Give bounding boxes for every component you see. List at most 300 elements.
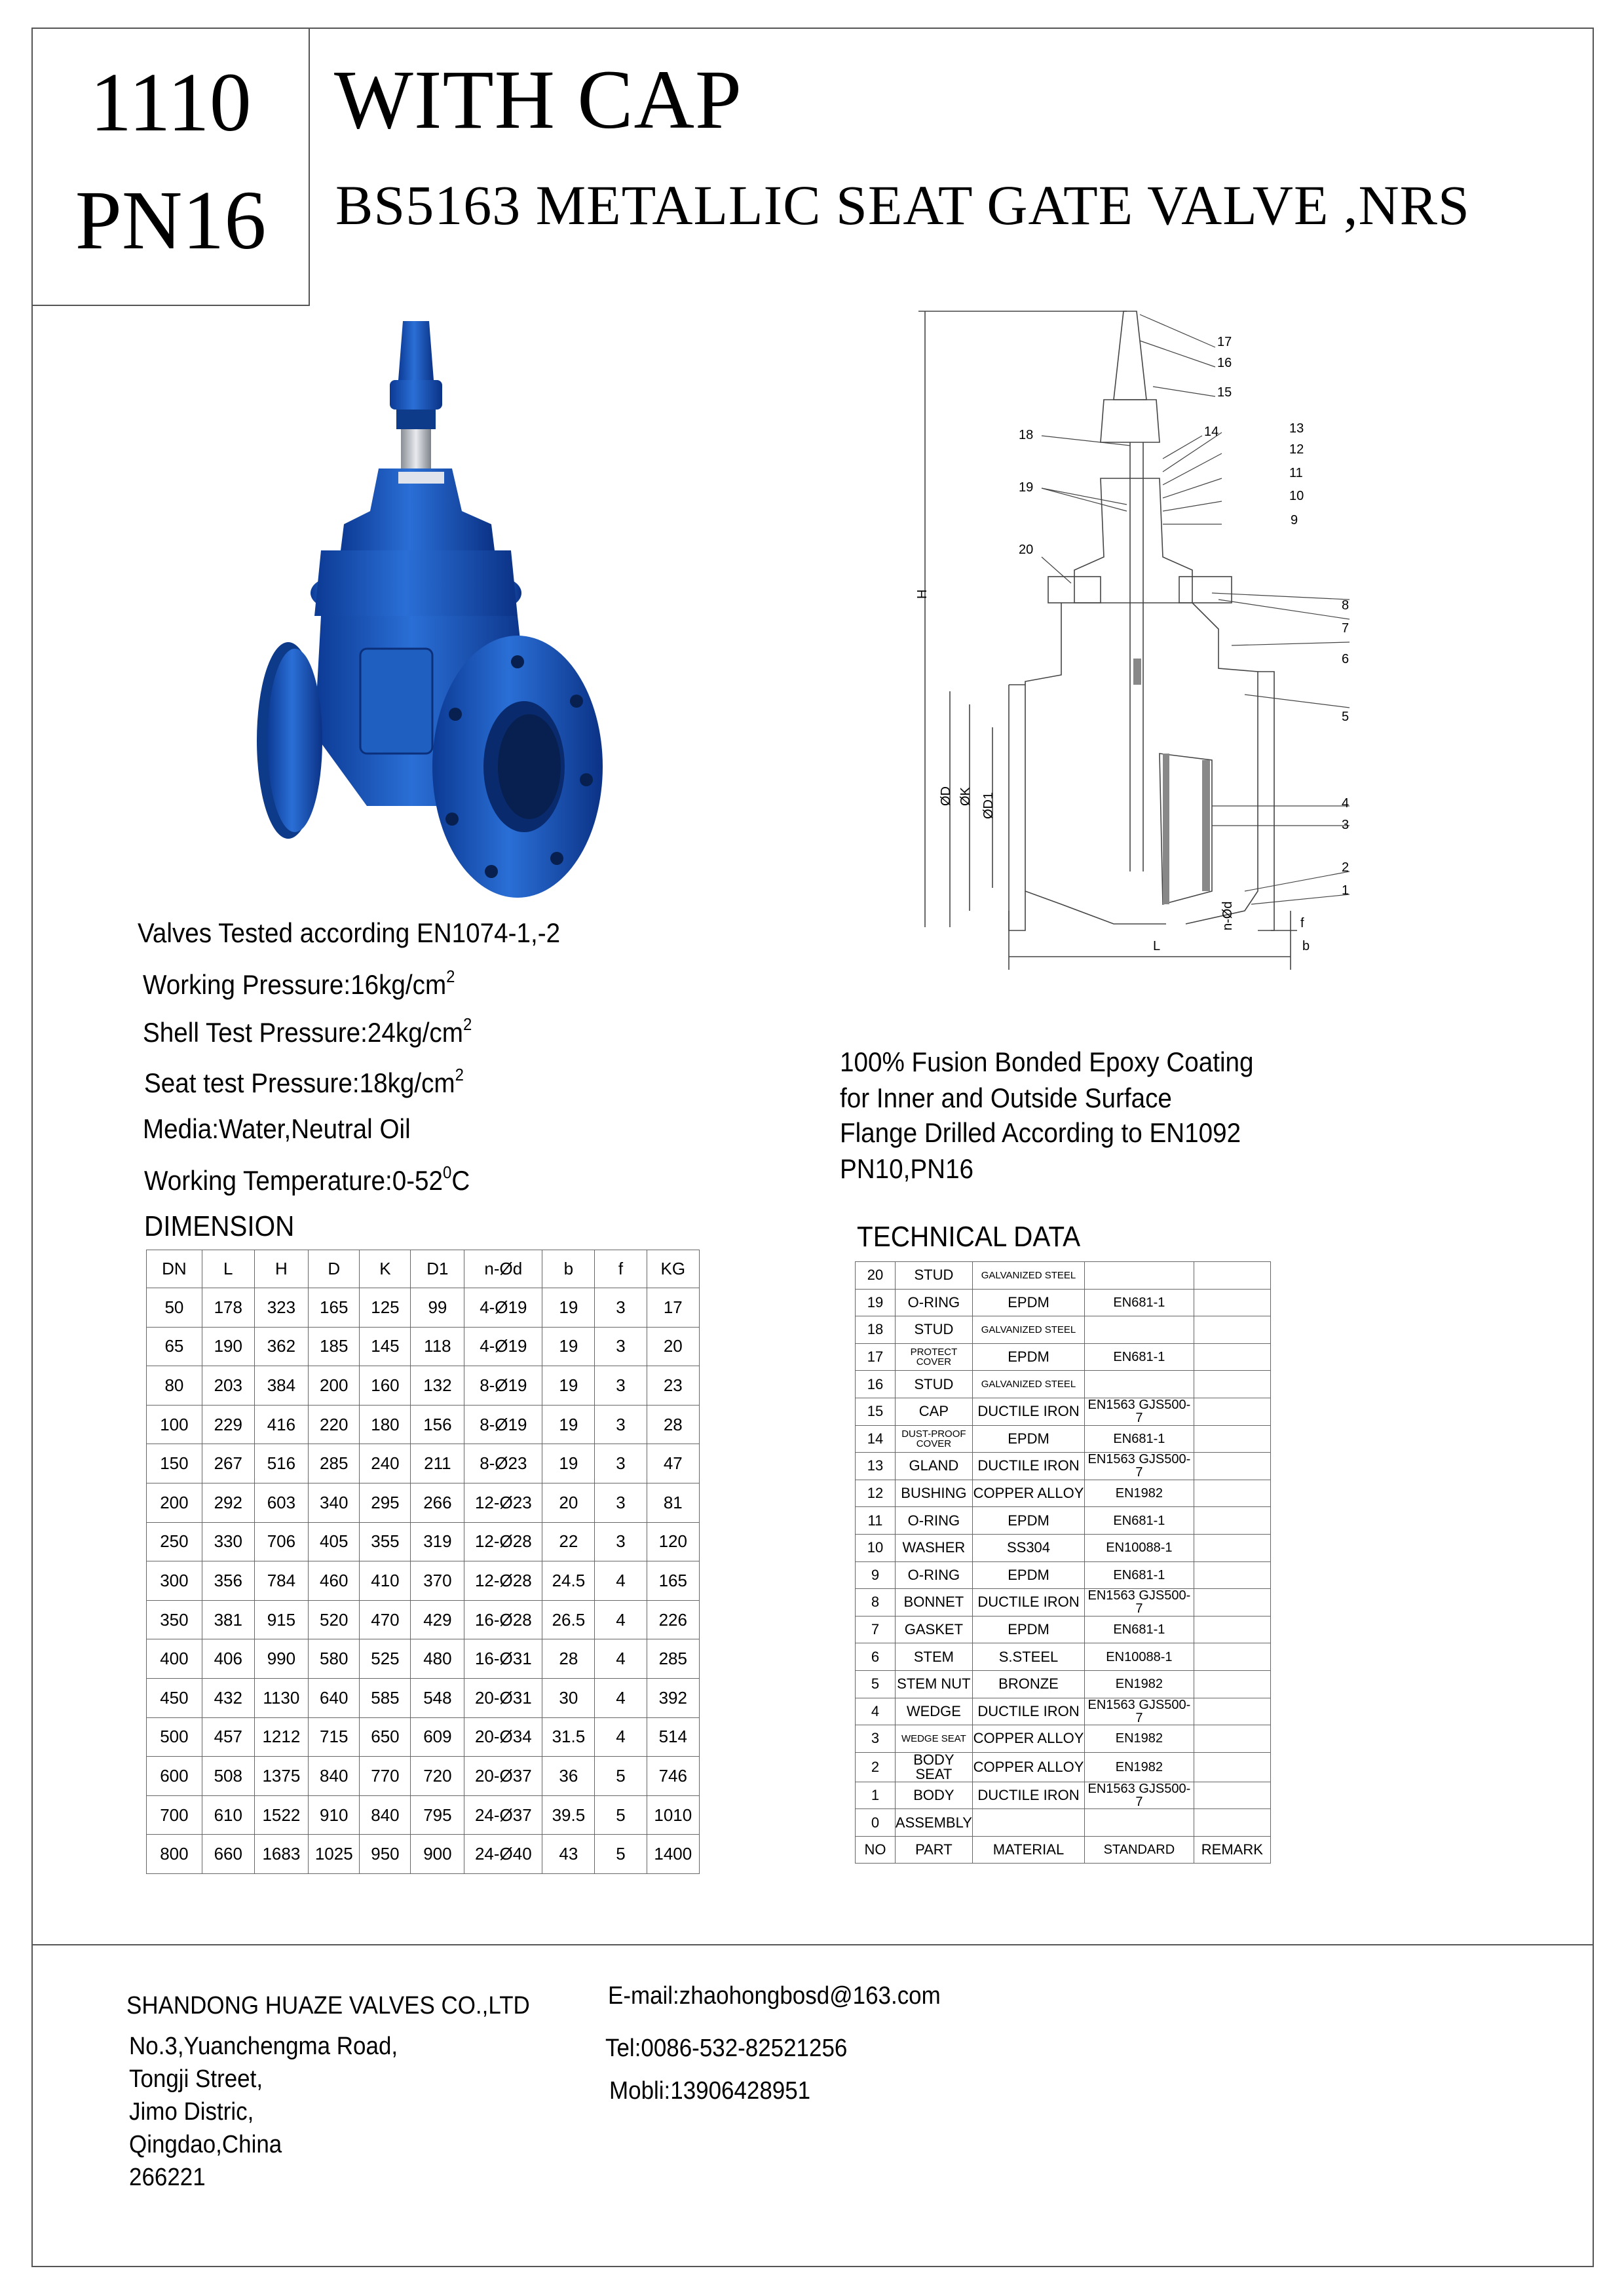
dimension-cell: 120 (647, 1522, 699, 1561)
dimension-cell: 20 (647, 1327, 699, 1366)
dimension-cell: 500 (147, 1717, 202, 1757)
dimension-cell: 156 (411, 1405, 464, 1444)
technical-cell: 10 (856, 1534, 896, 1561)
dimension-cell: 250 (147, 1522, 202, 1561)
dimension-cell: 220 (309, 1405, 360, 1444)
technical-cell (1194, 1643, 1270, 1671)
callout-18: 18 (1019, 428, 1034, 442)
dimension-row (147, 1600, 700, 1639)
dim-b: b (1302, 939, 1310, 953)
dimension-header-cell: D (309, 1250, 360, 1288)
technical-cell: ASSEMBLY (895, 1809, 972, 1837)
callout-15: 15 (1217, 385, 1232, 400)
technical-cell: GASKET (895, 1616, 972, 1643)
spec-tested: Valves Tested according EN1074-1,-2 (138, 917, 561, 948)
spec-temp-degree: 0 (443, 1162, 452, 1182)
dimension-cell: 26.5 (542, 1600, 595, 1639)
dimension-cell: 784 (254, 1561, 308, 1601)
callout-14: 14 (1204, 425, 1219, 439)
dimension-cell: 355 (360, 1522, 411, 1561)
callout-9: 9 (1291, 513, 1298, 527)
dimension-cell: 400 (147, 1639, 202, 1679)
technical-row (856, 1752, 1271, 1782)
dimension-cell: 20-Ø34 (464, 1717, 542, 1757)
dimension-header-row (147, 1250, 700, 1288)
technical-cell: EN681-1 (1085, 1289, 1194, 1316)
dimension-cell: 4 (595, 1561, 647, 1601)
dimension-cell: 4 (595, 1678, 647, 1717)
dimension-row (147, 1366, 700, 1406)
dimension-row (147, 1483, 700, 1522)
dimension-cell: 1522 (254, 1795, 308, 1835)
technical-row (856, 1316, 1271, 1344)
technical-row (856, 1589, 1271, 1617)
technical-cell (1194, 1425, 1270, 1453)
dimension-cell: 12-Ø23 (464, 1483, 542, 1522)
technical-cell: COPPER ALLOY (972, 1725, 1084, 1753)
dimension-cell: 165 (647, 1561, 699, 1601)
valve-photo (255, 308, 622, 917)
technical-row (856, 1643, 1271, 1671)
technical-table (855, 1261, 1271, 1864)
technical-row (856, 1343, 1271, 1371)
dimension-cell: 585 (360, 1678, 411, 1717)
spec-media: Media:Water,Neutral Oil (143, 1113, 411, 1144)
spec-shell-test (143, 1016, 472, 1046)
technical-cell: EN10088-1 (1085, 1534, 1194, 1561)
dimension-cell: 226 (647, 1600, 699, 1639)
callout-3: 3 (1342, 818, 1350, 832)
technical-cell (1194, 1398, 1270, 1425)
callout-4: 4 (1342, 796, 1350, 811)
dimension-cell: 178 (202, 1288, 254, 1328)
spec-sup: 2 (455, 1065, 464, 1084)
dimension-row (147, 1561, 700, 1601)
dimension-cell: 8-Ø19 (464, 1366, 542, 1406)
pressure-class: PN16 (75, 174, 267, 267)
callout-8: 8 (1342, 598, 1350, 613)
technical-cell: GALVANIZED STEEL (972, 1262, 1084, 1290)
dim-d: ØD (939, 786, 953, 806)
technical-cell (1194, 1561, 1270, 1589)
address-line-5: 266221 (129, 2164, 206, 2191)
technical-cell: EPDM (972, 1425, 1084, 1453)
dimension-cell: 516 (254, 1444, 308, 1483)
technical-cell: 19 (856, 1289, 896, 1316)
dimension-cell: 295 (360, 1483, 411, 1522)
dimension-cell: 17 (647, 1288, 699, 1328)
technical-cell: EN681-1 (1085, 1343, 1194, 1371)
dimension-cell: 3 (595, 1522, 647, 1561)
callout-6: 6 (1342, 652, 1350, 666)
dimension-header-cell: D1 (411, 1250, 464, 1288)
callout-19: 19 (1019, 480, 1034, 495)
dimension-cell: 81 (647, 1483, 699, 1522)
technical-cell: STUD (895, 1371, 972, 1398)
dimension-cell: 609 (411, 1717, 464, 1757)
dimension-cell: 610 (202, 1795, 254, 1835)
dimension-cell: 580 (309, 1639, 360, 1679)
address-line-1: No.3,Yuanchengma Road, (129, 2033, 398, 2060)
callout-5: 5 (1342, 710, 1350, 724)
dimension-cell: 457 (202, 1717, 254, 1757)
technical-cell (1194, 1343, 1270, 1371)
technical-cell: EN681-1 (1085, 1507, 1194, 1535)
technical-cell (1194, 1809, 1270, 1837)
technical-cell: BUSHING (895, 1480, 972, 1507)
technical-cell: 15 (856, 1398, 896, 1425)
spec-seat-test (144, 1066, 464, 1097)
dimension-cell: 480 (411, 1639, 464, 1679)
dimension-header-cell: K (360, 1250, 411, 1288)
dimension-cell: 285 (309, 1444, 360, 1483)
footer-divider (31, 1944, 1594, 1945)
dimension-cell: 915 (254, 1600, 308, 1639)
address-line-2: Tongji Street, (129, 2065, 263, 2093)
dimension-cell: 99 (411, 1288, 464, 1328)
dimension-cell: 405 (309, 1522, 360, 1561)
dimension-cell: 990 (254, 1639, 308, 1679)
dimension-cell: 1375 (254, 1757, 308, 1796)
technical-cell: DUST-PROOF COVER (895, 1425, 972, 1453)
dimension-cell: 19 (542, 1327, 595, 1366)
technical-cell (1194, 1289, 1270, 1316)
technical-cell: STEM NUT (895, 1670, 972, 1698)
technical-cell: BONNET (895, 1589, 972, 1617)
technical-cell: 9 (856, 1561, 896, 1589)
dimension-header-cell: f (595, 1250, 647, 1288)
technical-cell: EN1563 GJS500-7 (1085, 1698, 1194, 1725)
technical-cell: DUCTILE IRON (972, 1589, 1084, 1617)
technical-cell: 17 (856, 1343, 896, 1371)
dimension-cell: 4-Ø19 (464, 1327, 542, 1366)
spec-working-pressure (143, 968, 455, 999)
technical-cell: 5 (856, 1670, 896, 1698)
dimension-cell: 30 (542, 1678, 595, 1717)
technical-cell: 20 (856, 1262, 896, 1290)
dimension-cell: 362 (254, 1327, 308, 1366)
technical-cell: 11 (856, 1507, 896, 1535)
dimension-cell: 50 (147, 1288, 202, 1328)
dimension-cell: 600 (147, 1757, 202, 1796)
dimension-cell: 319 (411, 1522, 464, 1561)
dimension-cell: 20 (542, 1483, 595, 1522)
dimension-cell: 3 (595, 1405, 647, 1444)
dimension-cell: 5 (595, 1757, 647, 1796)
dimension-cell: 381 (202, 1600, 254, 1639)
dimension-cell: 350 (147, 1600, 202, 1639)
technical-cell (1194, 1371, 1270, 1398)
dimension-cell: 200 (309, 1366, 360, 1406)
dimension-cell: 410 (360, 1561, 411, 1601)
dimension-cell: 100 (147, 1405, 202, 1444)
dimension-row (147, 1327, 700, 1366)
dimension-labels (915, 590, 1310, 953)
dimension-cell: 640 (309, 1678, 360, 1717)
technical-cell: PROTECT COVER (895, 1343, 972, 1371)
dimension-cell: 1130 (254, 1678, 308, 1717)
technical-cell: BODY SEAT (895, 1752, 972, 1782)
dimension-cell: 432 (202, 1678, 254, 1717)
technical-cell: EN1982 (1085, 1480, 1194, 1507)
dimension-row (147, 1639, 700, 1679)
dimension-cell: 3 (595, 1444, 647, 1483)
dimension-cell: 5 (595, 1835, 647, 1874)
technical-cell (972, 1809, 1084, 1837)
technical-title: TECHNICAL DATA (857, 1221, 1081, 1253)
technical-cell: EN1563 GJS500-7 (1085, 1782, 1194, 1809)
technical-cell: 6 (856, 1643, 896, 1671)
dimension-cell: 266 (411, 1483, 464, 1522)
dimension-row (147, 1795, 700, 1835)
dimension-cell: 36 (542, 1757, 595, 1796)
technical-cell (1194, 1698, 1270, 1725)
dimension-cell: 1010 (647, 1795, 699, 1835)
dimension-cell: 603 (254, 1483, 308, 1522)
technical-cell: EN1563 GJS500-7 (1085, 1589, 1194, 1617)
technical-cell (1085, 1371, 1194, 1398)
dimension-cell: 19 (542, 1444, 595, 1483)
dimension-cell: 450 (147, 1678, 202, 1717)
dimension-cell: 145 (360, 1327, 411, 1366)
technical-cell: GALVANIZED STEEL (972, 1371, 1084, 1398)
technical-cell: REMARK (1194, 1836, 1270, 1864)
technical-cell (1194, 1316, 1270, 1344)
technical-cell: EN1982 (1085, 1725, 1194, 1753)
dimension-table (146, 1250, 700, 1874)
technical-row (856, 1425, 1271, 1453)
dimension-cell: 19 (542, 1366, 595, 1406)
dim-h: H (915, 589, 930, 599)
dimension-cell: 520 (309, 1600, 360, 1639)
technical-row (856, 1480, 1271, 1507)
technical-cell: DUCTILE IRON (972, 1698, 1084, 1725)
dimension-cell: 16-Ø31 (464, 1639, 542, 1679)
dimension-cell: 165 (309, 1288, 360, 1328)
technical-row (856, 1670, 1271, 1698)
technical-cell (1194, 1507, 1270, 1535)
technical-cell: DUCTILE IRON (972, 1453, 1084, 1480)
technical-cell: 0 (856, 1809, 896, 1837)
dimension-header-cell: n-Ød (464, 1250, 542, 1288)
technical-cell: EN1563 GJS500-7 (1085, 1398, 1194, 1425)
technical-row (856, 1809, 1271, 1837)
spec-sup: 2 (446, 966, 455, 986)
dimension-cell: 416 (254, 1405, 308, 1444)
section-drawing (904, 301, 1376, 996)
technical-row (856, 1698, 1271, 1725)
technical-cell: 2 (856, 1752, 896, 1782)
dimension-cell: 3 (595, 1327, 647, 1366)
dim-l: L (1153, 939, 1161, 953)
dimension-cell: 203 (202, 1366, 254, 1406)
coating-line-1: 100% Fusion Bonded Epoxy Coating (840, 1046, 1254, 1077)
technical-row (856, 1616, 1271, 1643)
technical-cell: CAP (895, 1398, 972, 1425)
dimension-cell: 12-Ø28 (464, 1561, 542, 1601)
dimension-cell: 150 (147, 1444, 202, 1483)
technical-cell: 12 (856, 1480, 896, 1507)
spec-working-pressure-text: Working Pressure:16kg/cm (143, 969, 447, 1000)
technical-cell: WEDGE SEAT (895, 1725, 972, 1753)
technical-cell: MATERIAL (972, 1836, 1084, 1864)
contact-mobile[interactable]: Mobli:13906428951 (609, 2077, 811, 2105)
technical-cell: PART (895, 1836, 972, 1864)
callout-2: 2 (1342, 860, 1350, 875)
callout-16: 16 (1217, 356, 1232, 370)
technical-cell (1194, 1589, 1270, 1617)
dim-d1: ØD1 (981, 792, 996, 819)
technical-cell (1194, 1480, 1270, 1507)
dimension-cell: 211 (411, 1444, 464, 1483)
dimension-cell: 1025 (309, 1835, 360, 1874)
technical-cell: EPDM (972, 1289, 1084, 1316)
dimension-cell: 514 (647, 1717, 699, 1757)
spec-temp-unit: C (451, 1165, 470, 1196)
spec-seat-test-text: Seat test Pressure:18kg/cm (144, 1067, 455, 1098)
dimension-header-cell: L (202, 1250, 254, 1288)
callout-11: 11 (1289, 466, 1303, 480)
technical-cell: 14 (856, 1425, 896, 1453)
dimension-cell: 28 (542, 1639, 595, 1679)
technical-cell: 18 (856, 1316, 896, 1344)
technical-cell: COPPER ALLOY (972, 1480, 1084, 1507)
dimension-cell: 4-Ø19 (464, 1288, 542, 1328)
dimension-cell: 19 (542, 1288, 595, 1328)
technical-cell (1194, 1453, 1270, 1480)
callout-13: 13 (1289, 421, 1304, 436)
technical-row (856, 1453, 1271, 1480)
technical-cell: STUD (895, 1262, 972, 1290)
technical-cell: 1 (856, 1782, 896, 1809)
technical-cell: EPDM (972, 1616, 1084, 1643)
dimension-cell: 3 (595, 1288, 647, 1328)
technical-cell: S.STEEL (972, 1643, 1084, 1671)
company-name: SHANDONG HUAZE VALVES CO.,LTD (126, 1992, 530, 2019)
technical-cell (1085, 1316, 1194, 1344)
coating-line-2: for Inner and Outside Surface (840, 1082, 1172, 1113)
dimension-cell: 229 (202, 1405, 254, 1444)
page-subtitle: BS5163 METALLIC SEAT GATE VALVE ,NRS (335, 174, 1470, 237)
dimension-header-cell: DN (147, 1250, 202, 1288)
dimension-cell: 8-Ø19 (464, 1405, 542, 1444)
address-line-4: Qingdao,China (129, 2131, 282, 2158)
callout-1: 1 (1342, 883, 1350, 898)
dimension-cell: 720 (411, 1757, 464, 1796)
technical-row (856, 1561, 1271, 1589)
technical-cell: EPDM (972, 1507, 1084, 1535)
dimension-header-cell: b (542, 1250, 595, 1288)
dimension-cell: 185 (309, 1327, 360, 1366)
dimension-row (147, 1717, 700, 1757)
dimension-cell: 508 (202, 1757, 254, 1796)
contact-email[interactable]: E-mail:zhaohongbosd@163.com (608, 1982, 941, 2010)
dimension-cell: 31.5 (542, 1717, 595, 1757)
address-line-3: Jimo Distric, (129, 2098, 254, 2126)
dimension-cell: 8-Ø23 (464, 1444, 542, 1483)
dim-f: f (1300, 916, 1304, 930)
dimension-cell: 650 (360, 1717, 411, 1757)
dimension-row (147, 1835, 700, 1874)
dimension-cell: 795 (411, 1795, 464, 1835)
contact-tel[interactable]: Tel:0086-532-82521256 (605, 2035, 848, 2062)
dimension-cell: 24-Ø37 (464, 1795, 542, 1835)
technical-cell: DUCTILE IRON (972, 1782, 1084, 1809)
dimension-row (147, 1522, 700, 1561)
dimension-cell: 910 (309, 1795, 360, 1835)
technical-cell: DUCTILE IRON (972, 1398, 1084, 1425)
dimension-cell: 160 (360, 1366, 411, 1406)
dimension-cell: 323 (254, 1288, 308, 1328)
dimension-cell: 16-Ø28 (464, 1600, 542, 1639)
technical-cell: EN681-1 (1085, 1616, 1194, 1643)
technical-cell (1194, 1752, 1270, 1782)
dimension-cell: 285 (647, 1639, 699, 1679)
model-number: 1110 (90, 56, 252, 149)
technical-row (856, 1782, 1271, 1809)
dimension-cell: 548 (411, 1678, 464, 1717)
technical-row (856, 1725, 1271, 1753)
technical-row (856, 1836, 1271, 1864)
dimension-cell: 746 (647, 1757, 699, 1796)
technical-cell: EN1563 GJS500-7 (1085, 1453, 1194, 1480)
technical-cell: EPDM (972, 1561, 1084, 1589)
callout-20: 20 (1019, 543, 1034, 557)
dimension-cell: 240 (360, 1444, 411, 1483)
callout-17: 17 (1217, 335, 1232, 349)
dimension-cell: 43 (542, 1835, 595, 1874)
dimension-cell: 132 (411, 1366, 464, 1406)
dimension-cell: 118 (411, 1327, 464, 1366)
dimension-cell: 20-Ø37 (464, 1757, 542, 1796)
technical-cell: 4 (856, 1698, 896, 1725)
dimension-cell: 706 (254, 1522, 308, 1561)
dimension-cell: 39.5 (542, 1795, 595, 1835)
dimension-row (147, 1757, 700, 1796)
technical-cell: 16 (856, 1371, 896, 1398)
dimension-cell: 200 (147, 1483, 202, 1522)
technical-cell (1085, 1262, 1194, 1290)
technical-row (856, 1262, 1271, 1290)
dimension-cell: 715 (309, 1717, 360, 1757)
technical-cell: 3 (856, 1725, 896, 1753)
spec-sup: 2 (463, 1014, 472, 1034)
dimension-header-cell: H (254, 1250, 308, 1288)
dimension-cell: 950 (360, 1835, 411, 1874)
page-title: WITH CAP (334, 53, 743, 146)
dimension-cell: 23 (647, 1366, 699, 1406)
dimension-cell: 429 (411, 1600, 464, 1639)
technical-cell: O-RING (895, 1561, 972, 1589)
dimension-row (147, 1405, 700, 1444)
dimension-cell: 470 (360, 1600, 411, 1639)
dimension-cell: 65 (147, 1327, 202, 1366)
technical-row (856, 1534, 1271, 1561)
technical-cell: STANDARD (1085, 1836, 1194, 1864)
spec-working-temperature (144, 1164, 470, 1195)
dimension-cell: 12-Ø28 (464, 1522, 542, 1561)
dimension-cell: 4 (595, 1639, 647, 1679)
dimension-row (147, 1444, 700, 1483)
technical-cell (1085, 1809, 1194, 1837)
spec-shell-test-text: Shell Test Pressure:24kg/cm (143, 1017, 463, 1048)
dimension-cell: 384 (254, 1366, 308, 1406)
dimension-cell: 700 (147, 1795, 202, 1835)
dimension-cell: 3 (595, 1483, 647, 1522)
technical-cell: EN1982 (1085, 1670, 1194, 1698)
technical-cell (1194, 1534, 1270, 1561)
dim-k: ØK (958, 787, 973, 806)
